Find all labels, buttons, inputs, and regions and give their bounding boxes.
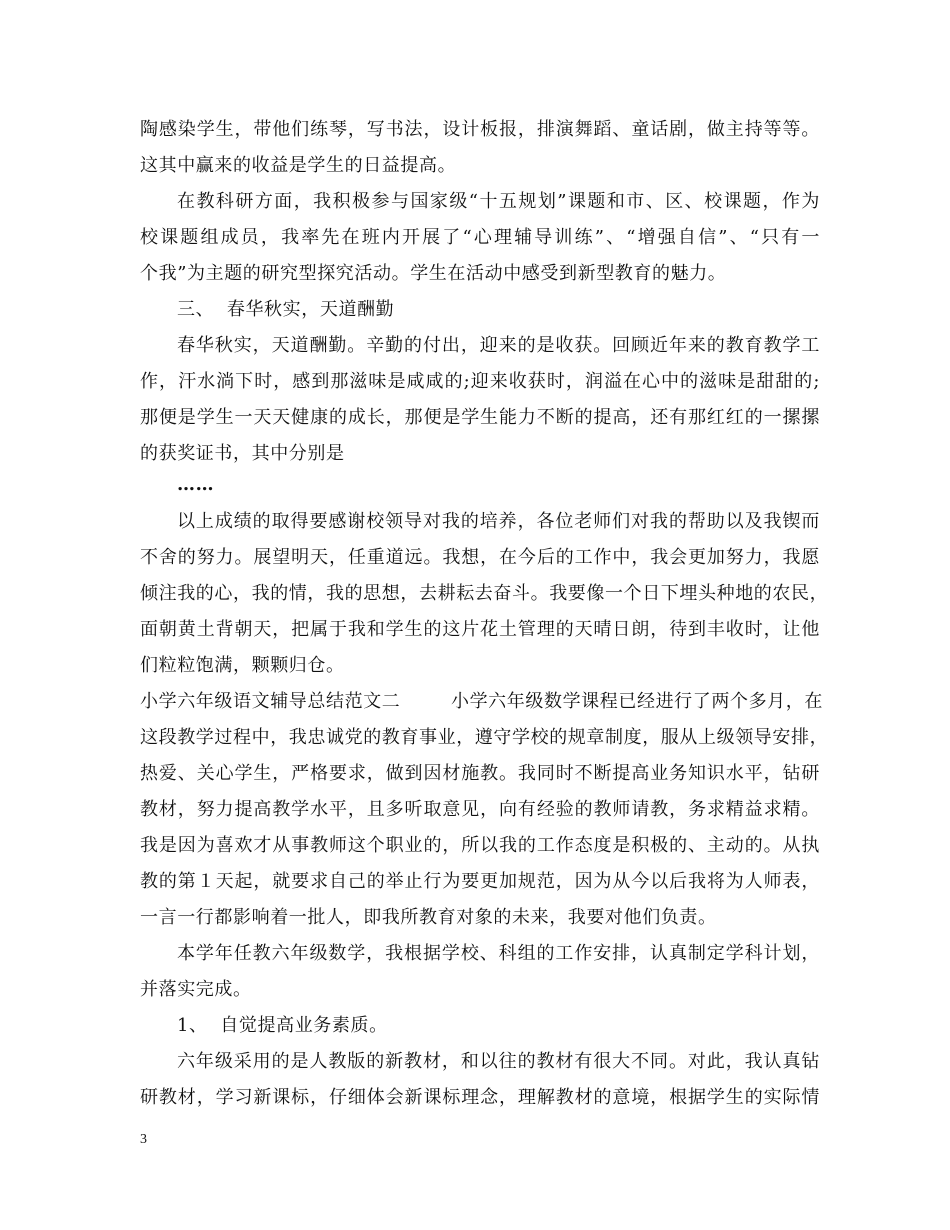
body-text-line: 我是因为喜欢才从事教师这个职业的，所以我的工作态度是积极的、主动的。从执 [140,835,820,856]
body-text-line: 面朝黄土背朝天，把属于我和学生的这片花土管理的天晴日朗，待到丰收时，让他 [140,619,820,640]
ellipsis-line: …… [177,474,215,495]
body-text-line: 春华秋实，天道酬勤。辛勤的付出，迎来的是收获。回顾近年来的教育教学工 [177,335,820,356]
body-text-line: 研教材，学习新课标，仔细体会新课标理念，理解教材的意境，根据学生的实际情 [140,1087,820,1108]
body-text-line: 那便是学生一天天健康的成长，那便是学生能力不断的提高，还有那红红的一摞摞 [140,407,820,428]
body-text-line: 热爱、关心学生，严格要求，做到因材施教。我同时不断提高业务知识水平，钻研 [140,763,820,784]
body-text-line: 个我”为主题的研究型探究活动。学生在活动中感受到新型教育的魅力。 [140,263,727,284]
body-text-line: 在教科研方面，我积极参与国家级“十五规划”课题和市、区、校课题，作为 [177,191,820,212]
body-text-line: 作，汗水淌下时，感到那滋味是咸咸的;迎来收获时，润溢在心中的滋味是甜甜的; [140,371,820,392]
section-heading: 1、 自觉提高业务素质。 [177,1015,388,1036]
body-text-line: 们粒粒饱满，颗颗归仓。 [140,655,345,676]
body-text-line: 校课题组成员，我率先在班内开展了“心理辅导训练”、“增强自信”、“只有一 [140,227,820,248]
body-text-line: 以上成绩的取得要感谢校领导对我的培养，各位老师们对我的帮助以及我锲而 [177,511,820,532]
body-text-line: 倾注我的心，我的情，我的思想，去耕耘去奋斗。我要像一个日下埋头种地的农民， [140,583,829,604]
body-text-line: 教的第１天起，就要求自己的举止行为要更加规范，因为从今以后我将为人师表， [140,871,820,892]
body-text-line: 并落实完成。 [140,979,252,1000]
section-heading: 三、 春华秋实，天道酬勤 [177,299,395,320]
body-text-line: 的获奖证书，其中分别是 [140,443,345,464]
article-title-line: 小学六年级语文辅导总结范文二 小学六年级数学课程已经进行了两个多月，在 [140,691,823,712]
body-text-line: 本学年任教六年级数学，我根据学校、科组的工作安排，认真制定学科计划， [177,943,820,964]
body-text-line: 一言一行都影响着一批人，即我所教育对象的未来，我要对他们负责。 [140,907,717,928]
body-text-line: 这段教学过程中，我忠诚党的教育事业，遵守学校的规章制度，服从上级领导安排， [140,727,829,748]
body-text-line: 教材，努力提高教学水平，且多听取意见，向有经验的教师请教，务求精益求精。 [140,799,820,820]
body-text-line: 不舍的努力。展望明天，任重道远。我想，在今后的工作中，我会更加努力，我愿 [140,547,820,568]
page-number: 3 [140,1132,147,1147]
body-text-line: 陶感染学生，带他们练琴，写书法，设计板报，排演舞蹈、童话剧，做主持等等。 [140,119,820,140]
body-text-line: 六年级采用的是人教版的新教材，和以往的教材有很大不同。对此，我认真钻 [177,1051,820,1072]
body-text-line: 这其中赢来的收益是学生的日益提高。 [140,155,457,176]
